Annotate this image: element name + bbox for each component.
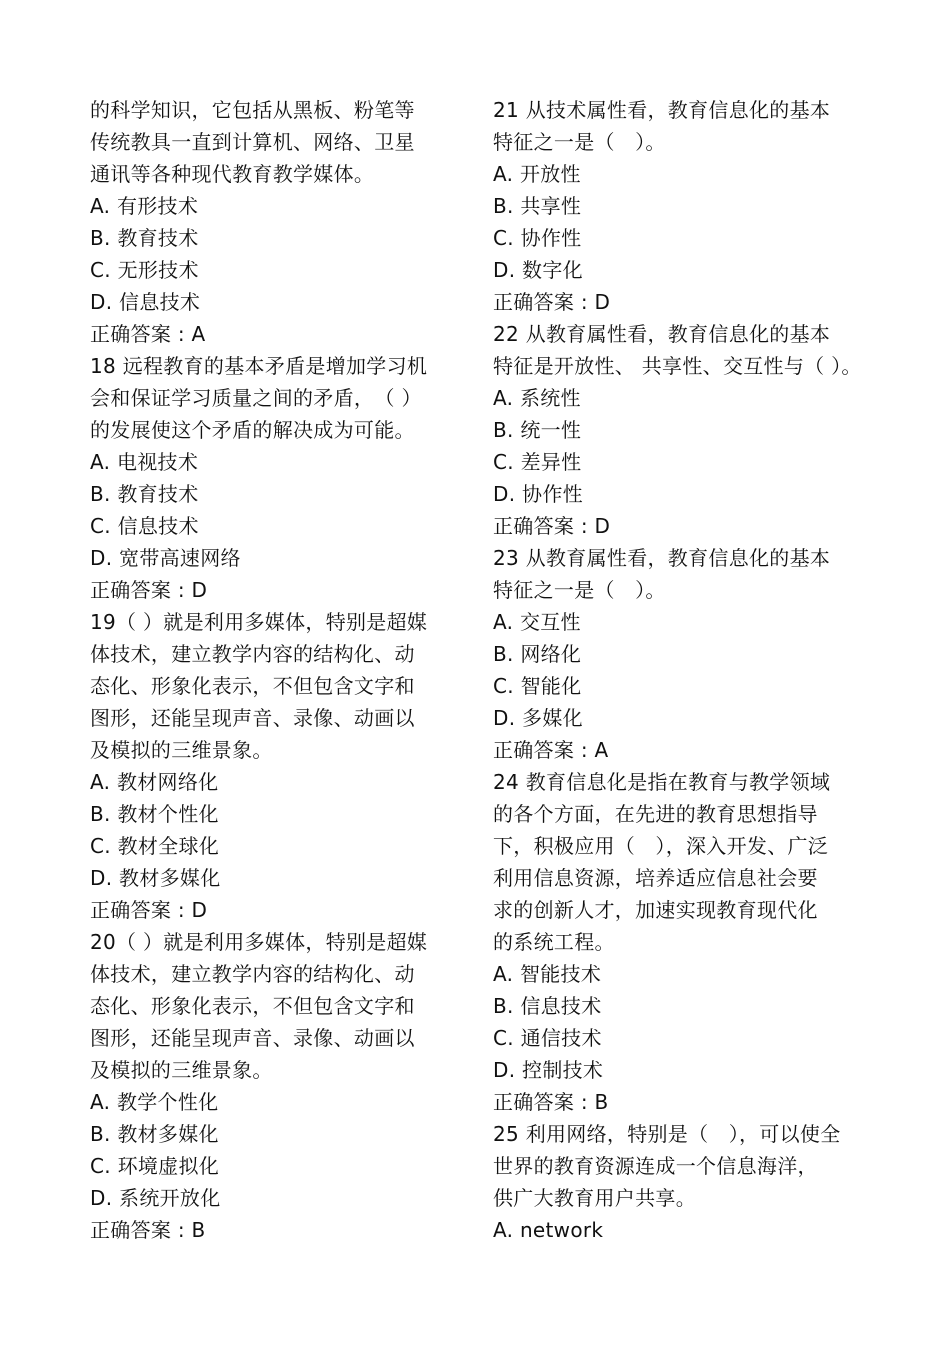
- option-c: C. 信息技术: [90, 514, 199, 538]
- option-a: A. network: [493, 1218, 604, 1242]
- text-line: 的系统工程。: [493, 930, 615, 954]
- question-22: 22 从教育属性看，教育信息化的基本: [493, 322, 831, 346]
- question-25: 25 利用网络，特别是（ ），可以使全: [493, 1122, 841, 1146]
- text-line: 会和保证学习质量之间的矛盾， （ ）: [90, 386, 422, 410]
- option-b: B. 教材多媒化: [90, 1122, 219, 1146]
- text-line: 的发展使这个矛盾的解决成为可能。: [90, 418, 415, 442]
- option-a: A. 交互性: [493, 610, 581, 634]
- text-line: 下，积极应用（ ），深入开发、广泛: [493, 834, 829, 858]
- option-c: C. 通信技术: [493, 1026, 602, 1050]
- text-line: 特征之一是（ ）。: [493, 130, 666, 154]
- option-c: C. 差异性: [493, 450, 582, 474]
- option-c: C. 无形技术: [90, 258, 199, 282]
- answer-line: 正确答案 : A: [493, 738, 609, 762]
- option-d: D. 控制技术: [493, 1058, 604, 1082]
- text-line: 体技术，建立教学内容的结构化、动: [90, 642, 415, 666]
- answer-line: 正确答案 : D: [493, 290, 611, 314]
- option-a: A. 开放性: [493, 162, 581, 186]
- text-line: 世界的教育资源连成一个信息海洋，: [493, 1154, 818, 1178]
- option-b: B. 共享性: [493, 194, 582, 218]
- question-21: 21 从技术属性看，教育信息化的基本: [493, 98, 831, 122]
- option-b: B. 网络化: [493, 642, 582, 666]
- option-b: B. 教材个性化: [90, 802, 219, 826]
- text-line: 图形，还能呈现声音、录像、动画以: [90, 706, 415, 730]
- option-a: A. 有形技术: [90, 194, 199, 218]
- text-line: 图形，还能呈现声音、录像、动画以: [90, 1026, 415, 1050]
- answer-line: 正确答案 : A: [90, 322, 206, 346]
- answer-line: 正确答案 : D: [90, 898, 208, 922]
- option-a: A. 教材网络化: [90, 770, 219, 794]
- text-line: 及模拟的三维景象。: [90, 738, 273, 762]
- right-column: [493, 94, 933, 1246]
- option-d: D. 教材多媒化: [90, 866, 221, 890]
- option-a: A. 系统性: [493, 386, 581, 410]
- question-23: 23 从教育属性看，教育信息化的基本: [493, 546, 831, 570]
- option-d: D. 协作性: [493, 482, 583, 506]
- text-line: 的各个方面，在先进的教育思想指导: [493, 802, 818, 826]
- question-18: 18 远程教育的基本矛盾是增加学习机: [90, 354, 428, 378]
- text-line: 通讯等各种现代教育教学媒体。: [90, 162, 375, 186]
- question-24: 24 教育信息化是指在教育与教学领域: [493, 770, 831, 794]
- option-d: D. 多媒化: [493, 706, 583, 730]
- text-line: 传统教具一直到计算机、网络、卫星: [90, 130, 415, 154]
- question-19: 19（ ）就是利用多媒体，特别是超媒: [90, 610, 428, 634]
- option-b: B. 统一性: [493, 418, 582, 442]
- option-c: C. 协作性: [493, 226, 582, 250]
- option-d: D. 数字化: [493, 258, 583, 282]
- answer-line: 正确答案 : D: [493, 514, 611, 538]
- option-a: A. 电视技术: [90, 450, 199, 474]
- text-line: 及模拟的三维景象。: [90, 1058, 273, 1082]
- question-20: 20（ ）就是利用多媒体，特别是超媒: [90, 930, 428, 954]
- text-line: 态化、形象化表示，不但包含文字和: [90, 674, 415, 698]
- text-line: 求的创新人才，加速实现教育现代化: [493, 898, 818, 922]
- option-d: D. 宽带高速网络: [90, 546, 241, 570]
- option-a: A. 教学个性化: [90, 1090, 219, 1114]
- option-b: B. 教育技术: [90, 226, 199, 250]
- text-line: 特征是开放性、 共享性、交互性与（ ）。: [493, 354, 862, 378]
- option-a: A. 智能技术: [493, 962, 602, 986]
- option-b: B. 信息技术: [493, 994, 602, 1018]
- text-line: 特征之一是（ ）。: [493, 578, 666, 602]
- left-column: [90, 94, 455, 1246]
- option-d: D. 系统开放化: [90, 1186, 221, 1210]
- option-c: C. 教材全球化: [90, 834, 220, 858]
- option-b: B. 教育技术: [90, 482, 199, 506]
- option-c: C. 智能化: [493, 674, 582, 698]
- option-d: D. 信息技术: [90, 290, 201, 314]
- text-line: 供广大教育用户共享。: [493, 1186, 696, 1210]
- answer-line: 正确答案 : B: [90, 1218, 206, 1242]
- text-line: 利用信息资源，培养适应信息社会要: [493, 866, 818, 890]
- answer-line: 正确答案 : B: [493, 1090, 609, 1114]
- option-c: C. 环境虚拟化: [90, 1154, 220, 1178]
- text-line: 态化、形象化表示，不但包含文字和: [90, 994, 415, 1018]
- text-line: 体技术，建立教学内容的结构化、动: [90, 962, 415, 986]
- text-line: 的科学知识，它包括从黑板、粉笔等: [90, 98, 415, 122]
- answer-line: 正确答案 : D: [90, 578, 208, 602]
